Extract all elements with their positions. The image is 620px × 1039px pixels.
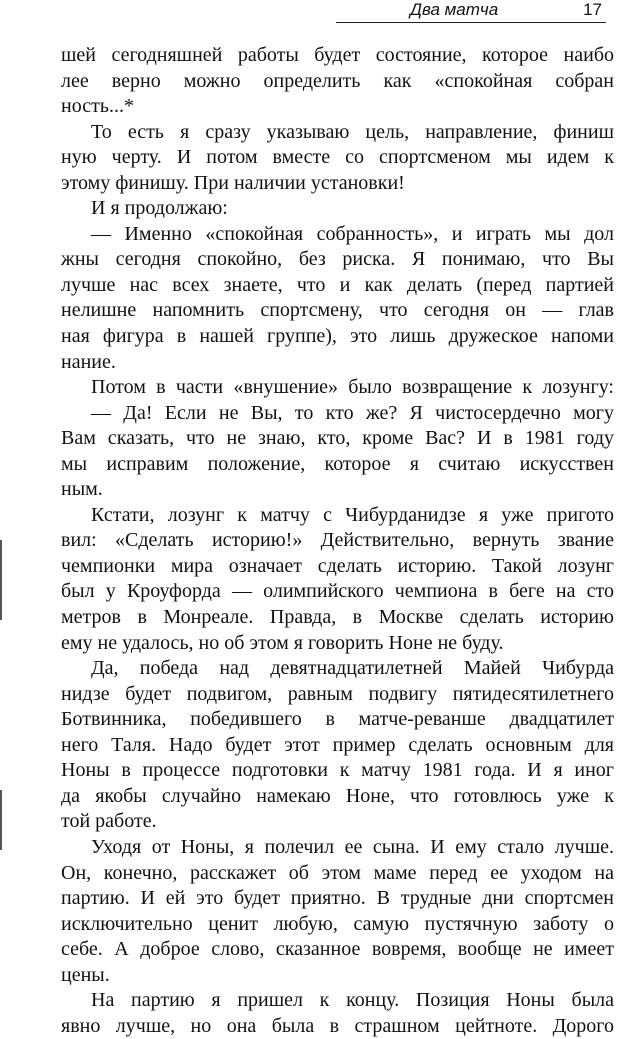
running-header bbox=[336, 0, 612, 24]
text-line: него Таля. Надо будет этот пример сделать основным для bbox=[61, 733, 614, 756]
scan-edge-mark-lower bbox=[0, 790, 2, 850]
text-line: Ботвинника, победившего в матче-реванше двадцатилет bbox=[61, 708, 614, 731]
text-line: Уходя от Ноны, я полечил ее сына. И ему стало лучше. bbox=[91, 835, 614, 858]
text-line: нидзе будет подвигом, равным подвигу пятидесятилетнего bbox=[61, 682, 614, 705]
text-line: Потом в части «внушение» было возвращение к лозунгу: bbox=[91, 376, 614, 399]
text-line: Кстати, лозунг к матчу с Чибурданидзе я уже пригото bbox=[91, 503, 614, 526]
text-line: ная фигура в нашей группе), это лишь дружеское напоми bbox=[61, 325, 614, 348]
scan-edge-mark-upper bbox=[0, 540, 2, 620]
text-line: ную черту. И потом вместе со спортсменом мы идем к bbox=[61, 146, 614, 169]
chapter-title: Два матча bbox=[410, 0, 499, 19]
text-line: На партию я пришел к концу. Позиция Ноны была bbox=[91, 989, 614, 1012]
text-line: да якобы случайно намекаю Ноне, что готовлюсь уже к bbox=[61, 784, 614, 807]
text-line: ность...* bbox=[61, 95, 134, 118]
text-line: той работе. bbox=[61, 810, 157, 833]
text-line: себе. А доброе слово, сказанное вовремя, вообще не имеет bbox=[61, 938, 614, 961]
text-line: чемпионки мира означает сделать историю. Такой лозунг bbox=[61, 554, 614, 577]
text-line: лее верно можно определить как «спокойная собран bbox=[61, 69, 614, 92]
text-line: То есть я сразу указываю цель, направление, финиш bbox=[91, 120, 614, 143]
text-line: исключительно ценит любую, самую пустячную заботу о bbox=[61, 912, 614, 935]
text-line: лучше нас всех знаете, что и как делать (перед партией bbox=[61, 273, 614, 296]
body-text bbox=[61, 43, 614, 1039]
text-line: нание. bbox=[61, 350, 116, 373]
text-line: этому финишу. При наличии установки! bbox=[61, 171, 405, 194]
text-line: ему не удалось, но об этом я говорить Ноне не буду. bbox=[61, 631, 504, 654]
text-line: нелишне напомнить спортсмену, что сегодня он — глав bbox=[61, 299, 614, 322]
text-line: шей сегодняшней работы будет состояние, которое наибо bbox=[61, 44, 614, 66]
text-line: партию. И ей это будет приятно. В трудные дни спортсмен bbox=[61, 887, 614, 910]
text-line: Ноны в процессе подготовки к матчу 1981 года. И я иног bbox=[61, 759, 614, 782]
text-line: Да, победа над девятнадцатилетней Майей Чибурда bbox=[91, 657, 614, 680]
text-line: ным. bbox=[61, 478, 103, 501]
text-line: жны сегодня спокойно, без риска. Я понимаю, что Вы bbox=[61, 248, 614, 271]
text-line: Он, конечно, расскажет об этом маме перед ее уходом на bbox=[61, 861, 614, 884]
header-rule bbox=[336, 22, 606, 23]
text-line: — Именно «спокойная собранность», и играть мы дол bbox=[91, 222, 614, 245]
text-line: Вам сказать, что не знаю, кто, кроме Вас? И в 1981 году bbox=[61, 427, 614, 450]
text-line: — Да! Если не Вы, то кто же? Я чистосердечно могу bbox=[91, 401, 614, 424]
text-line: И я продолжаю: bbox=[91, 197, 228, 220]
text-line: цены. bbox=[61, 963, 110, 986]
text-line: вил: «Сделать историю!» Действительно, вернуть звание bbox=[61, 529, 614, 552]
text-line: мы исправим положение, которое я считаю искусствен bbox=[61, 452, 614, 475]
text-line: метров в Монреале. Правда, в Москве сделать историю bbox=[61, 606, 614, 629]
text-line: был у Кроуфорда — олимпийского чемпиона в беге на сто bbox=[61, 580, 614, 603]
page-number: 17 bbox=[583, 0, 602, 19]
text-line: явно лучше, но она была в страшном цейтноте. Дорого bbox=[61, 1014, 614, 1037]
